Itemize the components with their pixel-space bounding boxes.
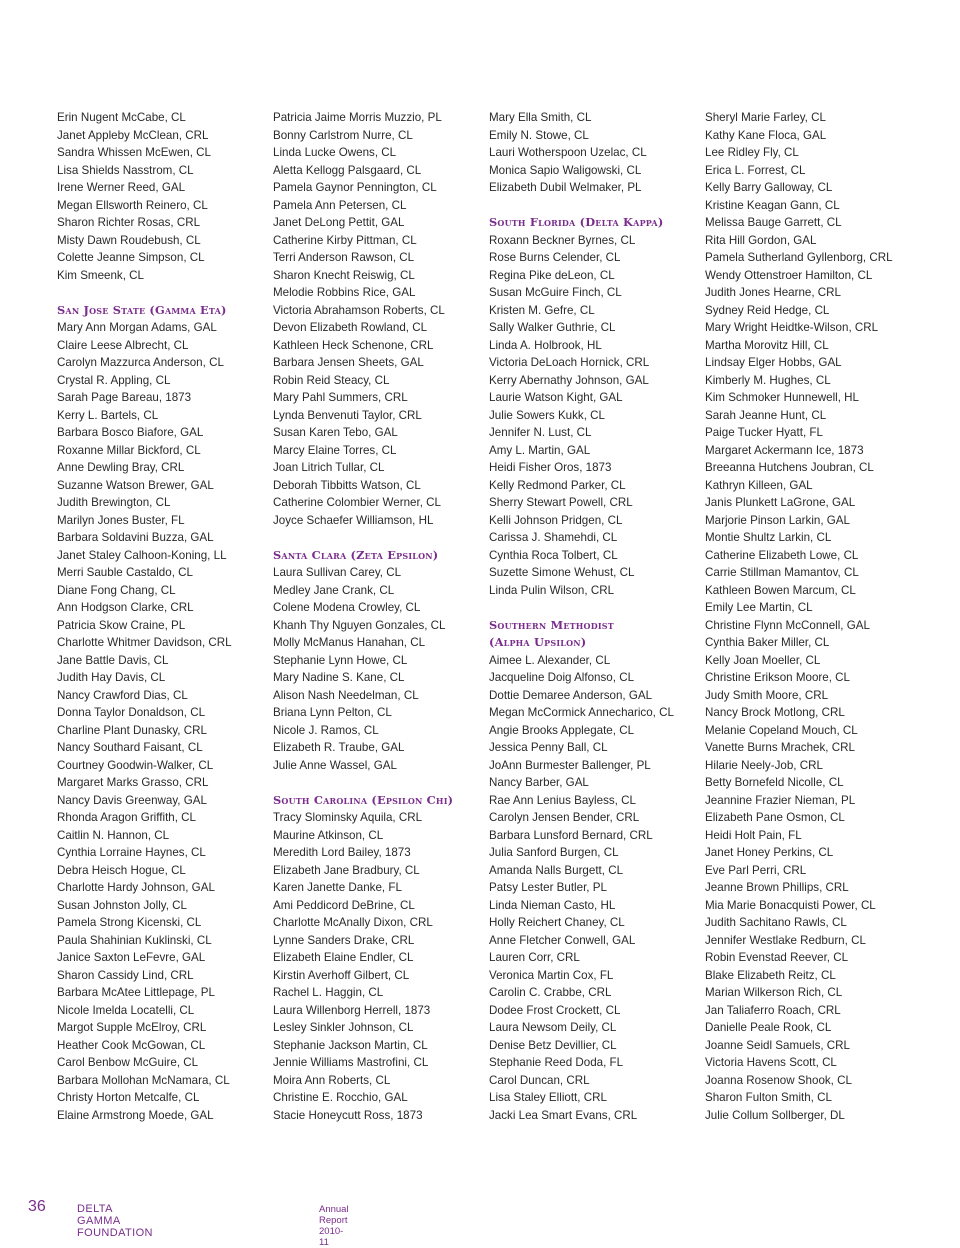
donor-name: Courtney Goodwin-Walker, CL bbox=[57, 758, 214, 772]
donor-name: Janice Saxton LeFevre, GAL bbox=[57, 951, 206, 964]
footer-report-title: Annual Report 2010-11 bbox=[319, 1204, 349, 1248]
donor-name: Moira Ann Roberts, CL bbox=[273, 1073, 391, 1087]
donor-name: Sally Walker Guthrie, CL bbox=[489, 321, 616, 334]
donor-name: Judy Smith Moore, CRL bbox=[705, 688, 829, 702]
donor-name: Sharon Knecht Reiswig, CL bbox=[273, 268, 415, 282]
page-number: 36 bbox=[28, 1198, 46, 1215]
donor-name: Dottie Demaree Anderson, GAL bbox=[489, 688, 653, 702]
donor-name: Lynda Benvenuti Taylor, CRL bbox=[273, 408, 422, 422]
donor-name: Janet Staley Calhoon-Koning, LL bbox=[57, 548, 227, 562]
donor-name: Robin Reid Steacy, CL bbox=[273, 373, 390, 387]
donor-name: Blake Elizabeth Reitz, CL bbox=[705, 968, 836, 982]
donor-name: Heather Cook McGowan, CL bbox=[57, 1038, 206, 1052]
donor-name: Kerry L. Bartels, CL bbox=[57, 408, 159, 422]
donor-name: Cynthia Roca Tolbert, CL bbox=[489, 548, 618, 562]
donor-name: Crystal R. Appling, CL bbox=[57, 373, 171, 387]
donor-name: Hilarie Neely-Job, CRL bbox=[705, 758, 823, 772]
donor-name: Elizabeth R. Traube, GAL bbox=[273, 741, 405, 754]
donor-column-1 bbox=[57, 109, 232, 1124]
donor-name: Margot Supple McElroy, CRL bbox=[57, 1021, 207, 1034]
donor-name: Alison Nash Needelman, CL bbox=[273, 688, 419, 702]
donor-name: Stephanie Jackson Martin, CL bbox=[273, 1038, 428, 1052]
donor-name: Pamela Strong Kicenski, CL bbox=[57, 916, 202, 929]
donor-name: Diane Fong Chang, CL bbox=[57, 583, 176, 597]
donor-name: Jacki Lea Smart Evans, CRL bbox=[489, 1108, 638, 1122]
donor-name: Rae Ann Lenius Bayless, CL bbox=[489, 793, 636, 807]
donor-name: Elizabeth Jane Bradbury, CL bbox=[273, 863, 420, 877]
donor-name: Briana Lynn Pelton, CL bbox=[273, 706, 392, 719]
donor-name: Carolin C. Crabbe, CRL bbox=[489, 986, 612, 999]
donor-name: Mary Nadine S. Kane, CL bbox=[273, 671, 405, 684]
donor-name: Regina Pike deLeon, CL bbox=[489, 268, 615, 282]
chapter-heading: Santa Clara (Zeta Epsilon) bbox=[273, 547, 439, 562]
donor-name: Jeannine Frazier Nieman, PL bbox=[705, 793, 856, 807]
donor-name: Tracy Slominsky Aquila, CRL bbox=[273, 811, 423, 824]
donor-name: Joanne Seidl Samuels, CRL bbox=[705, 1038, 851, 1052]
donor-name: Rachel L. Haggin, CL bbox=[273, 986, 384, 999]
donor-name: Stephanie Lynn Howe, CL bbox=[273, 653, 408, 667]
section-spacer bbox=[489, 599, 674, 617]
donor-name: Megan McCormick Annecharico, CL bbox=[489, 706, 674, 719]
donor-name: Robin Evenstad Reever, CL bbox=[705, 951, 849, 964]
donor-name: Paula Shahinian Kuklinski, CL bbox=[57, 933, 212, 947]
donor-name: Susan McGuire Finch, CL bbox=[489, 286, 622, 299]
donor-name: Margaret Ackermann Ice, 1873 bbox=[705, 443, 864, 457]
donor-name: Julie Collum Sollberger, DL bbox=[705, 1108, 845, 1122]
donor-name: Caitlin N. Hannon, CL bbox=[57, 828, 170, 842]
donor-name: Jacqueline Doig Alfonso, CL bbox=[489, 671, 635, 684]
donor-name: Laura Newsom Deily, CL bbox=[489, 1021, 617, 1034]
donor-name: Barbara Mollohan McNamara, CL bbox=[57, 1073, 230, 1087]
donor-name: Linda Nieman Casto, HL bbox=[489, 898, 616, 912]
section-spacer bbox=[57, 284, 232, 302]
donor-name: Judith Brewington, CL bbox=[57, 496, 171, 509]
chapter-heading: South Florida (Delta Kappa) bbox=[489, 215, 664, 229]
donor-name: Sarah Jeanne Hunt, CL bbox=[705, 408, 827, 422]
donor-name: Bonny Carlstrom Nurre, CL bbox=[273, 128, 413, 142]
donor-name: Lisa Staley Elliott, CRL bbox=[489, 1091, 607, 1104]
donor-name: Montie Shultz Larkin, CL bbox=[705, 531, 832, 544]
donor-name: Janet Appleby McClean, CRL bbox=[57, 128, 209, 142]
section-spacer bbox=[273, 774, 453, 792]
donor-name: Vanette Burns Mrachek, CRL bbox=[705, 741, 855, 754]
donor-name: Lesley Sinkler Johnson, CL bbox=[273, 1021, 414, 1034]
donor-name: Marian Wilkerson Rich, CL bbox=[705, 986, 843, 999]
donor-name: Susan Johnston Jolly, CL bbox=[57, 898, 187, 912]
donor-name: Julie Sowers Kukk, CL bbox=[489, 408, 605, 422]
donor-column-3 bbox=[489, 109, 674, 1124]
donor-name: Cynthia Baker Miller, CL bbox=[705, 636, 830, 649]
donor-name: Catherine Elizabeth Lowe, CL bbox=[705, 548, 859, 562]
donor-name: Kerry Abernathy Johnson, GAL bbox=[489, 373, 649, 387]
donor-name: Elizabeth Dubil Welmaker, PL bbox=[489, 181, 642, 194]
donor-name: Rose Burns Celender, CL bbox=[489, 251, 621, 264]
donor-name: Irene Werner Reed, GAL bbox=[57, 181, 186, 194]
donor-name: Suzette Simone Wehust, CL bbox=[489, 566, 635, 579]
donor-name: Christine Flynn McConnell, GAL bbox=[705, 618, 870, 632]
donor-name: Charlotte McAnally Dixon, CRL bbox=[273, 916, 433, 929]
donor-name: Elizabeth Pane Osmon, CL bbox=[705, 811, 845, 824]
donor-name: Misty Dawn Roudebush, CL bbox=[57, 233, 201, 247]
donor-name: Colette Jeanne Simpson, CL bbox=[57, 251, 205, 264]
donor-name: Elizabeth Elaine Endler, CL bbox=[273, 951, 414, 964]
donor-name: Linda A. Holbrook, HL bbox=[489, 338, 602, 352]
chapter-heading: South Carolina (Epsilon Chi) bbox=[273, 792, 454, 807]
donor-name: Melanie Copeland Mouch, CL bbox=[705, 723, 858, 737]
donor-name: Mary Wright Heidtke-Wilson, CRL bbox=[705, 321, 879, 334]
donor-name: Margaret Marks Grasso, CRL bbox=[57, 776, 209, 789]
donor-name: Sharon Cassidy Lind, CRL bbox=[57, 968, 194, 982]
donor-name: Jennifer Westlake Redburn, CL bbox=[705, 933, 866, 947]
donor-name: Catherine Kirby Pittman, CL bbox=[273, 233, 417, 247]
donor-name: Carolyn Jensen Bender, CRL bbox=[489, 811, 640, 824]
donor-name: Carrie Stillman Mamantov, CL bbox=[705, 566, 859, 579]
donor-name: Anne Fletcher Conwell, GAL bbox=[489, 933, 636, 947]
donor-name: Aletta Kellogg Palsgaard, CL bbox=[273, 163, 422, 177]
donor-name: Amanda Nalls Burgett, CL bbox=[489, 863, 624, 877]
donor-name: Barbara Soldavini Buzza, GAL bbox=[57, 531, 214, 544]
donor-name: Marcy Elaine Torres, CL bbox=[273, 443, 397, 457]
donor-name: Sydney Reid Hedge, CL bbox=[705, 303, 830, 317]
donor-name: Nicole Imelda Locatelli, CL bbox=[57, 1003, 195, 1017]
donor-name: Heidi Holt Pain, FL bbox=[705, 828, 802, 842]
donor-name: Carol Benbow McGuire, CL bbox=[57, 1056, 199, 1069]
donor-name: Danielle Peale Rook, CL bbox=[705, 1021, 832, 1034]
donor-name: Laura Sullivan Carey, CL bbox=[273, 566, 402, 579]
donor-name: Eve Parl Perri, CRL bbox=[705, 863, 807, 877]
donor-name: Molly McManus Hanahan, CL bbox=[273, 636, 426, 649]
donor-name: Stephanie Reed Doda, FL bbox=[489, 1056, 624, 1069]
donor-name: Rita Hill Gordon, GAL bbox=[705, 233, 817, 247]
donor-name: Barbara Lunsford Bernard, CRL bbox=[489, 828, 653, 842]
donor-name: Melissa Bauge Garrett, CL bbox=[705, 216, 842, 229]
donor-name: Nancy Barber, GAL bbox=[489, 776, 589, 789]
donor-name: Roxanne Millar Bickford, CL bbox=[57, 443, 201, 457]
donor-name: Heidi Fisher Oros, 1873 bbox=[489, 461, 612, 474]
footer-organization: DELTA GAMMA FOUNDATION bbox=[77, 1203, 153, 1239]
donor-name: Karen Janette Danke, FL bbox=[273, 881, 402, 894]
donor-name: Lynne Sanders Drake, CRL bbox=[273, 933, 415, 947]
donor-name: Jennie Williams Mastrofini, CL bbox=[273, 1056, 429, 1069]
donor-name: Judith Hay Davis, CL bbox=[57, 671, 166, 684]
donor-name: Kelly Barry Galloway, CL bbox=[705, 181, 833, 194]
donor-column-2 bbox=[273, 109, 453, 1124]
donor-name: Patricia Skow Craine, PL bbox=[57, 618, 186, 632]
donor-name: Lindsay Elger Hobbs, GAL bbox=[705, 356, 842, 369]
donor-name: Victoria Havens Scott, CL bbox=[705, 1056, 837, 1069]
donor-name: Claire Leese Albrecht, CL bbox=[57, 338, 189, 352]
donor-name: Charlotte Whitmer Davidson, CRL bbox=[57, 636, 232, 649]
donor-name: Kristen M. Gefre, CL bbox=[489, 303, 595, 317]
donor-name: Mary Pahl Summers, CRL bbox=[273, 391, 408, 404]
donor-name: Victoria DeLoach Hornick, CRL bbox=[489, 356, 650, 369]
donor-name: Barbara Bosco Biafore, GAL bbox=[57, 426, 204, 439]
donor-name: Megan Ellsworth Reinero, CL bbox=[57, 198, 208, 212]
donor-name: Nancy Davis Greenway, GAL bbox=[57, 793, 207, 807]
donor-name: Deborah Tibbitts Watson, CL bbox=[273, 478, 421, 492]
donor-name: Nancy Crawford Dias, CL bbox=[57, 688, 188, 702]
donor-name: Jane Battle Davis, CL bbox=[57, 653, 169, 667]
donor-name: Monica Sapio Waligowski, CL bbox=[489, 163, 642, 177]
donor-name: Lauren Corr, CRL bbox=[489, 951, 580, 964]
donor-name: Erin Nugent McCabe, CL bbox=[57, 111, 186, 124]
donor-name: Holly Reichert Chaney, CL bbox=[489, 916, 625, 929]
donor-name: Linda Pulin Wilson, CRL bbox=[489, 583, 615, 597]
donor-name: Kirstin Averhoff Gilbert, CL bbox=[273, 968, 410, 982]
donor-name: Kelli Johnson Pridgen, CL bbox=[489, 513, 623, 527]
donor-name: Charlotte Hardy Johnson, GAL bbox=[57, 881, 215, 894]
donor-name: Judith Jones Hearne, CRL bbox=[705, 286, 841, 299]
donor-name: Susan Karen Tebo, GAL bbox=[273, 426, 398, 439]
donor-name: Carol Duncan, CRL bbox=[489, 1073, 590, 1087]
donor-name: Stacie Honeycutt Ross, 1873 bbox=[273, 1108, 423, 1122]
donor-name: Breeanna Hutchens Joubran, CL bbox=[705, 461, 874, 474]
donor-name: Kim Smeenk, CL bbox=[57, 268, 144, 282]
donor-name: Christine Erikson Moore, CL bbox=[705, 671, 850, 684]
donor-name: Kim Schmoker Hunnewell, HL bbox=[705, 391, 859, 404]
donor-name: Khanh Thy Nguyen Gonzales, CL bbox=[273, 618, 446, 632]
donor-name: Ami Peddicord DeBrine, CL bbox=[273, 898, 415, 912]
donor-name: Suzanne Watson Brewer, GAL bbox=[57, 478, 214, 492]
section-spacer bbox=[273, 529, 453, 547]
donor-name: Aimee L. Alexander, CL bbox=[489, 653, 611, 667]
donor-name: Merri Sauble Castaldo, CL bbox=[57, 566, 193, 579]
donor-name: Carissa J. Shamehdi, CL bbox=[489, 531, 618, 544]
donor-name: Carolyn Mazzurca Anderson, CL bbox=[57, 356, 224, 369]
donor-name: Devon Elizabeth Rowland, CL bbox=[273, 321, 428, 334]
donor-name: Melodie Robbins Rice, GAL bbox=[273, 286, 416, 299]
donor-name: Barbara Jensen Sheets, GAL bbox=[273, 356, 424, 369]
donor-name: Joyce Schaefer Williamson, HL bbox=[273, 513, 434, 527]
donor-name: Elaine Armstrong Moede, GAL bbox=[57, 1108, 214, 1122]
donor-name: Joanna Rosenow Shook, CL bbox=[705, 1073, 852, 1087]
donor-name: Pamela Gaynor Pennington, CL bbox=[273, 181, 437, 194]
donor-name: Victoria Abrahamson Roberts, CL bbox=[273, 303, 445, 317]
donor-name: Laura Willenborg Herrell, 1873 bbox=[273, 1003, 431, 1017]
donor-name: Donna Taylor Donaldson, CL bbox=[57, 706, 206, 719]
donor-name: Patsy Lester Butler, PL bbox=[489, 881, 607, 894]
donor-name: Pamela Ann Petersen, CL bbox=[273, 198, 407, 212]
donor-name: Julia Sanford Burgen, CL bbox=[489, 846, 619, 859]
donor-name: Janet DeLong Pettit, GAL bbox=[273, 216, 405, 229]
donor-name: Sandra Whissen McEwen, CL bbox=[57, 146, 212, 159]
donor-name: Denise Betz Devillier, CL bbox=[489, 1038, 617, 1052]
donor-name: Maurine Atkinson, CL bbox=[273, 828, 384, 842]
donor-column-4 bbox=[705, 109, 893, 1124]
donor-name: Nicole J. Ramos, CL bbox=[273, 723, 379, 737]
donor-name: Mary Ann Morgan Adams, GAL bbox=[57, 321, 217, 334]
donor-name: Lee Ridley Fly, CL bbox=[705, 146, 799, 159]
donor-name: Marilyn Jones Buster, FL bbox=[57, 513, 185, 527]
donor-name: Kristine Keagan Gann, CL bbox=[705, 198, 840, 212]
donor-name: Kimberly M. Hughes, CL bbox=[705, 373, 831, 387]
donor-name: Joan Litrich Tullar, CL bbox=[273, 461, 385, 474]
donor-name: Kathy Kane Floca, GAL bbox=[705, 128, 827, 142]
donor-name: Charline Plant Dunasky, CRL bbox=[57, 723, 207, 737]
donor-name: Janet Honey Perkins, CL bbox=[705, 846, 834, 859]
donor-name: Judith Sachitano Rawls, CL bbox=[705, 916, 847, 929]
donor-name: Jessica Penny Ball, CL bbox=[489, 741, 608, 754]
donor-name: Christine E. Rocchio, GAL bbox=[273, 1091, 408, 1104]
donor-name: Roxann Beckner Byrnes, CL bbox=[489, 233, 636, 247]
donor-name: Pamela Sutherland Gyllenborg, CRL bbox=[705, 251, 893, 264]
donor-name: Marjorie Pinson Larkin, GAL bbox=[705, 513, 850, 527]
donor-name: Lauri Wotherspoon Uzelac, CL bbox=[489, 146, 647, 159]
donor-name: Amy L. Martin, GAL bbox=[489, 443, 591, 457]
donor-name: Laurie Watson Kight, GAL bbox=[489, 391, 623, 404]
chapter-heading: San Jose State (Gamma Eta) bbox=[57, 302, 227, 317]
donor-name: Jennifer N. Lust, CL bbox=[489, 426, 592, 439]
donor-name: Mia Marie Bonacquisti Power, CL bbox=[705, 898, 876, 912]
donor-name: Wendy Ottenstroer Hamilton, CL bbox=[705, 268, 873, 282]
donor-name: Sheryl Marie Farley, CL bbox=[705, 111, 826, 124]
donor-name: Lisa Shields Nasstrom, CL bbox=[57, 163, 194, 177]
donor-name: Emily Lee Martin, CL bbox=[705, 601, 813, 614]
donor-name: Terri Anderson Rawson, CL bbox=[273, 251, 415, 264]
donor-name: Martha Morovitz Hill, CL bbox=[705, 338, 829, 352]
donor-name: Sharon Richter Rosas, CRL bbox=[57, 216, 201, 229]
donor-name: Christy Horton Metcalfe, CL bbox=[57, 1091, 200, 1104]
donor-name: Ann Hodgson Clarke, CRL bbox=[57, 601, 194, 614]
donor-name: Cynthia Lorraine Haynes, CL bbox=[57, 846, 206, 859]
donor-name: Julie Anne Wassel, GAL bbox=[273, 758, 397, 772]
donor-name: Medley Jane Crank, CL bbox=[273, 583, 395, 597]
donor-name: Erica L. Forrest, CL bbox=[705, 163, 806, 177]
donor-name: Debra Heisch Hogue, CL bbox=[57, 863, 186, 877]
donor-name: Sherry Stewart Powell, CRL bbox=[489, 496, 633, 509]
donor-name: Sarah Page Bareau, 1873 bbox=[57, 391, 192, 404]
donor-name: Betty Bornefeld Nicolle, CL bbox=[705, 776, 844, 789]
donor-name: Janis Plunkett LaGrone, GAL bbox=[705, 496, 856, 509]
donor-name: Rhonda Aragon Griffith, CL bbox=[57, 811, 196, 824]
donor-name: JoAnn Burmester Ballenger, PL bbox=[489, 758, 651, 772]
donor-name: Linda Lucke Owens, CL bbox=[273, 146, 397, 159]
donor-name: Mary Ella Smith, CL bbox=[489, 111, 592, 124]
donor-name: Meredith Lord Bailey, 1873 bbox=[273, 846, 411, 859]
section-spacer bbox=[489, 197, 674, 215]
donor-name: Kathryn Killeen, GAL bbox=[705, 478, 813, 492]
donor-name: Nancy Southard Faisant, CL bbox=[57, 741, 203, 754]
donor-name: Jeanne Brown Phillips, CRL bbox=[705, 881, 849, 894]
donor-name: Kathleen Heck Schenone, CRL bbox=[273, 338, 434, 352]
donor-name: Anne Dewling Bray, CRL bbox=[57, 461, 185, 474]
donor-name: Barbara McAtee Littlepage, PL bbox=[57, 986, 215, 999]
donor-name: Veronica Martin Cox, FL bbox=[489, 968, 614, 982]
donor-name: Emily N. Stowe, CL bbox=[489, 128, 589, 142]
donor-name: Nancy Brock Motlong, CRL bbox=[705, 706, 845, 719]
donor-name: Kelly Redmond Parker, CL bbox=[489, 478, 626, 492]
donor-name: Patricia Jaime Morris Muzzio, PL bbox=[273, 111, 442, 124]
donor-name: Sharon Fulton Smith, CL bbox=[705, 1091, 832, 1104]
donor-name: Kelly Joan Moeller, CL bbox=[705, 653, 821, 667]
donor-name: Colene Modena Crowley, CL bbox=[273, 601, 421, 614]
donor-name: Jan Taliaferro Roach, CRL bbox=[705, 1003, 841, 1017]
chapter-heading: (Alpha Upsilon) bbox=[489, 635, 587, 649]
donor-name: Kathleen Bowen Marcum, CL bbox=[705, 583, 856, 597]
donor-name: Angie Brooks Applegate, CL bbox=[489, 723, 635, 737]
chapter-heading: Southern Methodist bbox=[489, 617, 614, 632]
donor-name: Paige Tucker Hyatt, FL bbox=[705, 426, 823, 439]
donor-name: Catherine Colombier Werner, CL bbox=[273, 496, 441, 509]
donor-name: Dodee Frost Crockett, CL bbox=[489, 1003, 621, 1017]
